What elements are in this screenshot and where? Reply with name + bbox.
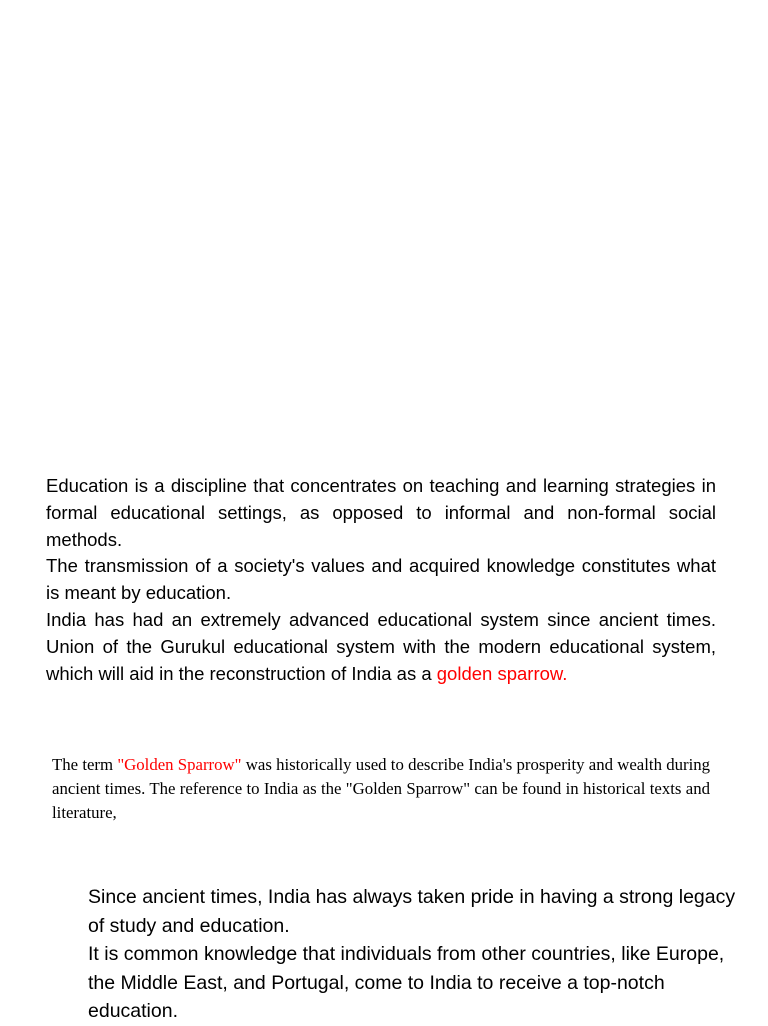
education-transmission-paragraph: The transmission of a society's values and acquired knowledge constitutes what is meant by education. <box>46 555 716 604</box>
golden-sparrow-paragraph <box>52 753 710 826</box>
foreign-students-paragraph: It is common knowledge that individuals from other countries, like Europe, the Middle East, and Portugal, come to India to receive a top-notch education. <box>88 943 725 1022</box>
education-text-block <box>46 473 716 687</box>
india-education-paragraph <box>46 607 716 687</box>
legacy-pride-paragraph: Since ancient times, India has always taken pride in having a strong legacy of study and education. <box>88 886 736 937</box>
golden-sparrow-prefix: The term <box>52 755 118 774</box>
golden-sparrow-highlight: golden sparrow. <box>436 662 568 684</box>
golden-sparrow-rest: was historically used to describe India's prosperity and wealth during ancient times. The reference to India as the "Golden Sparrow" can be found in historical texts and literature, <box>52 755 711 823</box>
education-definition-paragraph: Education is a discipline that concentrates on teaching and learning strategies in formal educational settings, as opposed to informal and non-formal social methods. <box>46 475 716 550</box>
india-education-text: India has had an extremely advanced educational system since ancient times. Union of the Gurukul educational system with the modern educational system, which will aid in the reconstruction of India as a <box>46 608 716 684</box>
golden-sparrow-term: "Golden Sparrow" <box>117 755 242 774</box>
legacy-text-block <box>88 883 748 1026</box>
golden-sparrow-text-block <box>52 753 710 826</box>
